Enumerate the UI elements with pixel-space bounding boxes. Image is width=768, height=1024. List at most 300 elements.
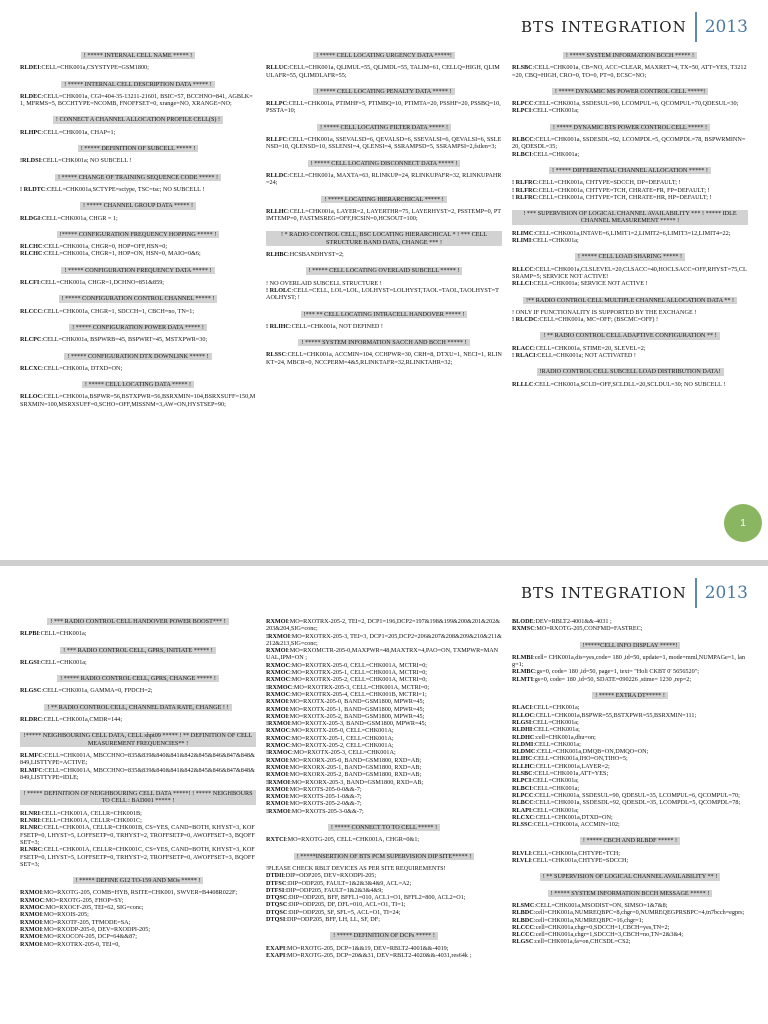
command-line bbox=[20, 186, 256, 193]
command-parameters: :MO=RXOCON-205, DCP=64&&87; bbox=[42, 933, 137, 941]
command-keyword: RLPCI bbox=[512, 107, 532, 115]
command-parameters: :CELL=CHK001a, GAMMA=0, FPDCH=2; bbox=[41, 687, 153, 695]
section-heading: ! CONNECT A CHANNEL ALLOCATION PROFILE CELL(S) ! bbox=[53, 116, 223, 123]
command-keyword: RXMOC bbox=[266, 742, 291, 750]
command-block bbox=[20, 295, 256, 315]
command-line bbox=[266, 727, 502, 734]
command-parameters: :DIP=ODP205, BFF, BFFL1=010, ACL1=O1, BFFL2=800, ACL2=O1; bbox=[287, 894, 466, 902]
command-keyword: RXMOC bbox=[266, 669, 291, 677]
command-line bbox=[20, 250, 256, 257]
command-line bbox=[20, 687, 256, 694]
command-line bbox=[512, 618, 748, 625]
command-parameters: :MO=RXORX-205-3, BAND=GSM1800, RXD=AB; bbox=[290, 778, 424, 786]
section-heading: ! ***** CONFIGURATION DTX DOWNLINK ***** ! bbox=[64, 353, 211, 360]
command-keyword: RLCCC bbox=[512, 931, 535, 939]
command-block bbox=[512, 837, 748, 864]
command-parameters: :MO=RXODP-205-0, DEV=RXODPI-205; bbox=[42, 925, 151, 933]
command-parameters: :MO=RXOTG-205, DCP=20&&31, DEV=RBLT2-4020&&-4031,res64k ; bbox=[285, 951, 472, 959]
command-parameters: :CELL=CHK001a, CHGR = 1; bbox=[40, 214, 118, 222]
command-keyword: RLSBC bbox=[512, 64, 533, 72]
section-heading: ! ***** CELL LOCATING PENALTY DATA ***** ! bbox=[313, 88, 454, 95]
section-heading: ! ***** DEFINITION OF DCPs ***** ! bbox=[330, 932, 438, 939]
command-parameters: :CELL=CHK001a, CHGR=1, SDCCH=1, CBCH=no, TN=1; bbox=[42, 307, 195, 315]
command-keyword: RLGSC bbox=[512, 938, 534, 946]
command-parameters: :CELL=CHK001a; bbox=[531, 806, 579, 814]
command-line bbox=[512, 770, 748, 777]
command-line bbox=[266, 351, 502, 366]
command-parameters: :CELL=CHK001a,DTXD=ON; bbox=[534, 813, 613, 821]
command-keyword: RLDGI bbox=[20, 214, 41, 222]
command-parameters: :CELL=CHK001a; bbox=[39, 658, 87, 666]
command-line bbox=[266, 720, 502, 727]
command-line bbox=[512, 64, 748, 79]
command-parameters: :MO=RXOTRX-205-1, CELL=CHK001A, MCTRI=0; bbox=[290, 669, 428, 677]
command-parameters: :CELL=CHK001A, CELLR=CHK001C, CS=YES, CAND=BOTH, KHYST=3, KOFFSETP=0, LHYST=5, LOFFSETP=0, TRHYST=2, TROFFSETP=0, AWOFFSET=3, BQOFFSET=3; bbox=[20, 846, 255, 868]
command-line bbox=[512, 909, 748, 916]
command-keyword: RLDMC bbox=[512, 748, 536, 756]
command-keyword: RLNRC bbox=[20, 824, 43, 832]
command-parameters: :CELL=CHK001a; bbox=[532, 726, 580, 734]
command-keyword: RLIMC bbox=[512, 229, 534, 237]
command-line bbox=[20, 889, 256, 896]
command-parameters: :CELL=CHK001a, CHTYPE=TCH, CHRATE=HR, HP=DEFAULT; ! bbox=[536, 193, 712, 201]
command-keyword: RLLHC bbox=[512, 762, 535, 770]
command-keyword: !RXMOC bbox=[266, 683, 293, 691]
command-parameters: :CELL=CHK001a, ACCMIN=102; bbox=[531, 821, 620, 829]
section-heading: ! ***** DEFINITION OF SUBCELL ***** ! bbox=[78, 145, 199, 152]
command-line bbox=[512, 785, 748, 792]
command-keyword: RXMOI bbox=[20, 925, 42, 933]
command-line bbox=[512, 230, 748, 237]
command-parameters: :CELL=CHK001a,BSPWR=55,BSTXPWR=55,BSRXMIN=111; bbox=[534, 711, 697, 719]
command-parameters: :CELL=CHK001a; bbox=[533, 740, 581, 748]
command-parameters: :cell=CHK001a,NUMREQBPC=16,chgr=1; bbox=[533, 916, 644, 924]
command-keyword: RLIMI bbox=[512, 237, 532, 245]
command-block bbox=[266, 618, 502, 815]
command-keyword: RLVLI bbox=[512, 857, 532, 865]
command-line bbox=[20, 64, 256, 71]
command-parameters: :MO=RXORX-205-0, BAND=GSM1800, RXD=AB; bbox=[288, 756, 422, 764]
command-line bbox=[266, 684, 502, 691]
slide-header bbox=[521, 12, 748, 42]
command-line bbox=[266, 100, 502, 115]
command-parameters: ! ONLY IF FUNCTIONALITY IS SUPPORTED BY THE EXCHANGE ! bbox=[512, 308, 697, 316]
command-keyword: RLCHC bbox=[20, 243, 43, 251]
command-keyword: EXAPI bbox=[266, 944, 286, 952]
command-parameters: :CELL=CHK001a,DMQB=ON,DMQO=ON; bbox=[535, 748, 649, 756]
command-parameters: :CELL=CHK001a, CHAP=1; bbox=[41, 128, 116, 136]
command-parameters: :MO=RXORX-205-1, BAND=GSM1800, RXD=AB; bbox=[288, 763, 422, 771]
command-keyword: RLLOC bbox=[512, 711, 535, 719]
command-parameters: :DEV=RBLT2-4001&&-4031 ; bbox=[533, 618, 612, 625]
command-parameters: ! NO OVERLAID SUBCELL STRUCTURE ! bbox=[266, 279, 382, 287]
command-line bbox=[20, 933, 256, 940]
command-line bbox=[266, 698, 502, 705]
command-parameters: :CELL=CHK001a, SSEVALSD=6, QEVALSD=6, SSEVALSI=6, QEVALSI=6, SSLENSD=10, QLENSD=10, SSLENSI=4, QLENSI=4, SSRAMPSD=5, SSRAMPSI=2,fstlen=3; bbox=[266, 136, 502, 151]
command-line bbox=[266, 901, 502, 908]
command-line bbox=[512, 712, 748, 719]
command-keyword: RXMOC bbox=[266, 727, 291, 735]
section-heading: ! ***** INTERNAL CELL DESCRIPTION DATA ***** ! bbox=[61, 81, 215, 88]
command-block bbox=[20, 81, 256, 108]
command-block bbox=[266, 88, 502, 115]
command-line bbox=[266, 808, 502, 815]
command-keyword: RLLOC bbox=[20, 393, 43, 401]
command-parameters: :CELL=CHK001a, MC=OFF; (BSCMC=OFF) ! bbox=[537, 316, 659, 324]
command-block bbox=[512, 167, 748, 201]
command-parameters: :CELL=CHK001a; bbox=[531, 718, 579, 726]
command-parameters: :CELL=CHK001a,CLSLEVEL=20,CLSACC=40,HOCLSACC=OFF,RHYST=75,CLSRAMP=5; SERVICE NOT ACTIVE! bbox=[512, 265, 747, 280]
section-heading: !** RADIO CONTROL CELL MULTIPLE CHANNEL ALLOCATION DATA ** ! bbox=[523, 297, 737, 304]
command-parameters: :CELL=CHK001a, BSPWRB=45, BSPWRT=45, MSTXPWR=30; bbox=[41, 336, 208, 344]
command-keyword: RLMFC bbox=[20, 751, 43, 759]
command-block bbox=[512, 890, 748, 946]
command-line bbox=[20, 129, 256, 136]
command-line bbox=[266, 945, 502, 952]
command-parameters: :MO=RXOTX-205-2, BAND=GSM1800, MPWR=45; bbox=[288, 712, 425, 720]
command-line bbox=[512, 850, 748, 857]
command-parameters: :CELL=CHK001a, STIME=20, SLEVEL=2; bbox=[534, 344, 646, 352]
command-line bbox=[20, 752, 256, 767]
command-block bbox=[20, 231, 256, 258]
command-line bbox=[20, 659, 256, 666]
section-heading: ! ***** SYSTEM INFORMATION BCCH ***** ! bbox=[563, 52, 697, 59]
command-parameters: :DIP=ODP205, DEV=RXODPI-205; bbox=[283, 872, 377, 880]
command-keyword: RLHBC bbox=[266, 251, 289, 259]
section-heading: !***** CONFIGURATION FREQUENCY HOPPING ***** ! bbox=[57, 231, 220, 238]
command-keyword: RLBDC bbox=[512, 909, 534, 917]
section-heading: ! ***** CONFIGURATION POWER DATA ***** ! bbox=[69, 324, 207, 331]
command-keyword: DTQSI bbox=[266, 915, 286, 923]
command-keyword: BLODE bbox=[512, 618, 534, 625]
command-block bbox=[266, 160, 502, 187]
command-parameters: :MO=RXOIS-205; bbox=[42, 911, 89, 919]
command-line bbox=[266, 894, 502, 901]
command-keyword: RLDEC bbox=[20, 92, 42, 100]
command-line bbox=[512, 931, 748, 938]
command-line bbox=[20, 897, 256, 904]
command-line bbox=[512, 179, 748, 186]
command-keyword: RLPCI bbox=[512, 777, 532, 785]
command-keyword: RLCFI bbox=[20, 279, 40, 287]
command-keyword: RXMOI bbox=[20, 911, 42, 919]
command-keyword: RLMBC bbox=[512, 668, 536, 676]
command-keyword: RLSMC bbox=[512, 901, 535, 909]
command-keyword: RXTCI bbox=[266, 836, 286, 844]
command-line bbox=[266, 793, 502, 800]
command-keyword: ! RLOLC bbox=[266, 286, 292, 294]
command-parameters: :MO=RXOTX-205-1, BAND=GSM1800, MPWR=45; bbox=[288, 705, 425, 713]
command-line bbox=[266, 909, 502, 916]
command-keyword: RXMOI bbox=[266, 785, 288, 793]
command-parameters: :CELL=CHK001a, CB=NO, ACC=CLEAR, MAXRET=4, TX=50, ATT=YES, T3212=20, CBQ=HIGH, CRO=0, TO=0, PT=0, ECSC=NO; bbox=[512, 64, 747, 79]
section-heading: ! *** RADIO CONTROL CELL HANDOVER POWER BOOST*** ! bbox=[47, 618, 229, 625]
section-heading: ! ***** CONFIGURATION CONTROL CHANNEL ***** ! bbox=[59, 295, 218, 302]
command-parameters: :CELL=CHK001a; NO SUBCELL ! bbox=[40, 157, 132, 165]
command-parameters: :CELL=CHK001a,CMDR=144; bbox=[42, 716, 123, 724]
command-keyword: RLPCC bbox=[512, 791, 534, 799]
command-line bbox=[20, 716, 256, 723]
section-heading: ! ***** CELL LOCATING URGENCY DATA *****! bbox=[313, 52, 455, 59]
command-keyword: RLLPC bbox=[266, 100, 287, 108]
command-keyword: RLLCC bbox=[512, 265, 534, 273]
command-line bbox=[512, 734, 748, 741]
command-keyword: RXMOI bbox=[266, 618, 288, 625]
command-parameters: :CELL=CHK001a, CHGR=1,DCHNO=851&859; bbox=[39, 279, 165, 287]
command-block bbox=[266, 52, 502, 79]
command-keyword: ! RLIHC bbox=[266, 322, 290, 330]
command-parameters: :CELL=CHK001A, CELLR=CHK001B; bbox=[39, 809, 142, 817]
command-keyword: RLSSC bbox=[266, 351, 286, 359]
command-line bbox=[20, 93, 256, 108]
command-parameters: :CELL=CHK001a; bbox=[531, 150, 580, 158]
command-line bbox=[20, 393, 256, 408]
command-line bbox=[512, 821, 748, 828]
command-line bbox=[266, 757, 502, 764]
command-line bbox=[512, 917, 748, 924]
command-line bbox=[266, 836, 502, 843]
command-keyword: RLMFC bbox=[20, 766, 43, 774]
section-heading: ! ***** DYNAMIC MS POWER CONTROL CELL *****! bbox=[552, 88, 708, 95]
command-keyword: RXMOC bbox=[20, 904, 45, 912]
command-line bbox=[512, 352, 748, 359]
section-heading: ! ** RADIO CONTROL CELL ADAPTIVE CONFIGURATION ** ! bbox=[540, 332, 719, 339]
command-line bbox=[512, 316, 748, 323]
command-keyword: RXMOI bbox=[266, 712, 288, 720]
command-keyword: RXMOC bbox=[266, 661, 291, 669]
command-parameters: :CELL=CHK001A, MBCCHNO=835&839&840&841&842&845&846&847&848&849,LISTTYPE=ACTIVE; bbox=[20, 751, 255, 767]
command-keyword: RLBCC bbox=[512, 136, 534, 144]
command-block bbox=[20, 647, 256, 667]
command-line bbox=[512, 625, 748, 632]
column-1 bbox=[20, 618, 256, 1020]
command-keyword: RLMTI bbox=[512, 675, 533, 683]
command-keyword: !RXMOI bbox=[266, 720, 291, 728]
command-keyword: RXMSC bbox=[512, 625, 535, 633]
command-keyword: RLBDC bbox=[512, 916, 534, 924]
command-block bbox=[512, 642, 748, 683]
command-keyword: RLGSI bbox=[20, 658, 40, 666]
command-line bbox=[266, 786, 502, 793]
section-heading: ! *** RADIO CONTROL CELL, GPRS, INITIATE ***** ! bbox=[60, 647, 216, 654]
command-parameters: :CELL=CHK001a; bbox=[531, 107, 579, 115]
command-block bbox=[20, 704, 256, 724]
section-heading: !*****CELL INFO DISPLAY *****! bbox=[580, 642, 681, 649]
command-line bbox=[20, 941, 256, 948]
command-keyword: RXMOI bbox=[266, 705, 288, 713]
command-parameters: :CELL=CHK001a, NOT DEFINED ! bbox=[289, 322, 383, 330]
command-parameters: :gs=0, code= 180 ,id=50, SDATE=090226 ,stime= 1230 ,rep=2; bbox=[532, 675, 692, 683]
slide-2 bbox=[0, 566, 768, 1024]
command-keyword: RXMOC bbox=[266, 676, 291, 684]
command-keyword: RLLCI bbox=[512, 280, 532, 288]
command-line bbox=[266, 880, 502, 887]
command-line bbox=[266, 764, 502, 771]
command-line bbox=[512, 309, 748, 316]
section-heading: ! *** SUPERVISION OF LOGICAL CHANNEL AVAILABILITY *** ! ***** IDLE CHANNEL MEASUREMENT ***** ! bbox=[512, 210, 748, 225]
command-line bbox=[266, 251, 502, 258]
command-block bbox=[20, 381, 256, 408]
command-keyword: RXMOI bbox=[266, 647, 288, 655]
command-parameters: :MO=RXOTG-205, DCP=1&&19, DEV=RBLT2-4001&&-4019; bbox=[285, 944, 449, 952]
column-1 bbox=[20, 52, 256, 556]
command-line bbox=[266, 735, 502, 742]
command-parameters: :CELL=CHK001a, CHTYPE=SDCCH, DP=DEFAULT; ! bbox=[536, 179, 681, 187]
section-heading: ! ***** LOCATING HIERARCHICAL ***** ! bbox=[321, 196, 447, 203]
command-block bbox=[20, 877, 256, 948]
command-parameters: :CELL=CHK001a, SSDESUL=90, QDESUL=35, LCOMPUL=6, QCOMPUL=70; bbox=[533, 791, 740, 799]
command-parameters: :MO=RXOTX-205-0, BAND=GSM1800, MPWR=45; bbox=[288, 698, 425, 706]
command-line bbox=[20, 810, 256, 817]
header-title: BTS INTEGRATION bbox=[521, 18, 687, 36]
command-keyword: EXAPI bbox=[266, 951, 286, 959]
command-keyword: RLBCI bbox=[512, 150, 532, 158]
command-keyword: RLACC bbox=[512, 344, 535, 352]
command-keyword: RLIHC bbox=[512, 755, 533, 763]
command-keyword: RLPCC bbox=[512, 100, 534, 108]
command-line bbox=[512, 741, 748, 748]
command-parameters: :cell=CHK001a,chgr=0,SDCCH=1,CBCH=yes,TN=2; bbox=[534, 923, 670, 931]
command-line bbox=[266, 676, 502, 683]
command-line bbox=[20, 919, 256, 926]
command-line bbox=[512, 857, 748, 864]
command-parameters: :MO=RXOTG-205,CONFMD=FASTREC; bbox=[534, 625, 643, 633]
command-block bbox=[20, 353, 256, 373]
command-keyword: RLNRI bbox=[20, 809, 40, 817]
command-line bbox=[512, 719, 748, 726]
slide-body bbox=[20, 52, 748, 556]
command-parameters: :CELL=CHK001a; bbox=[38, 630, 87, 638]
command-line bbox=[266, 742, 502, 749]
command-line bbox=[266, 633, 502, 648]
command-parameters: :DIP=ODP205, DF, DFL=010, ACL=O1, TI=1; bbox=[287, 901, 406, 909]
command-parameters: :MO=RXOTX-205-3, BAND=GSM1800, MPWR=45; bbox=[290, 720, 427, 728]
section-heading: ! ***** RADIO CONTROL CELL, GPRS, CHANGE ***** ! bbox=[57, 675, 219, 682]
command-parameters: :CELL=CHK001a; SERVICE NOT ACTIVE ! bbox=[531, 280, 648, 288]
command-keyword: RXMOI bbox=[20, 940, 42, 948]
command-parameters: :CELL=CHK001a, CHTYPE=TCH, CHRATE=FR, FP=DEFAULT; ! bbox=[536, 186, 710, 194]
command-block bbox=[20, 174, 256, 194]
command-keyword: RLBCI bbox=[512, 784, 532, 792]
command-parameters: :MO=RXOTG-205, FHOP=SY; bbox=[44, 896, 124, 904]
command-parameters: :CELL=CHK001a,LAYER=2; bbox=[534, 762, 610, 770]
section-heading: ! ***** CBCH AND RLBDF ***** ! bbox=[580, 837, 680, 844]
command-keyword: DTQSC bbox=[266, 894, 288, 902]
command-parameters: :cell=CHK001a,chgr=1,SDCCH=3,CBCH=no,TN=2&3&4; bbox=[534, 931, 684, 939]
command-parameters: :CELL=CHK001a, SSDESUL=90, LCOMPUL=6, QCOMPUL=70,QDESUL=30; bbox=[533, 100, 739, 108]
command-keyword: DTDII bbox=[266, 872, 284, 880]
command-line bbox=[512, 676, 748, 683]
command-parameters: :MO=RXOTRX-205-2, TEI=2, DCP1=196,DCP2=197&198&199&200&201&202&203&204,SIG=conc; bbox=[266, 618, 501, 633]
section-heading: ! ***** CELL LOCATING FILTER DATA ***** ! bbox=[317, 124, 451, 131]
section-heading: ! ***** CONFIGURATION FREQUENCY DATA ***** ! bbox=[61, 267, 214, 274]
command-keyword: !RXMOI bbox=[266, 632, 291, 640]
command-parameters: :MO=RXOTRX-205-0, TEI=0, bbox=[42, 940, 120, 948]
command-line bbox=[512, 107, 748, 114]
section-heading: ! *****INSERTION OF BTS PCM SUPERVISION DIP SITE***** ! bbox=[294, 853, 475, 860]
command-line bbox=[266, 872, 502, 879]
command-line bbox=[266, 647, 502, 662]
command-line bbox=[512, 755, 748, 762]
command-block bbox=[266, 932, 502, 959]
command-line bbox=[512, 100, 748, 107]
command-parameters: :CELL=CHK001A, CELLR=CHK001B, CS=YES, CAND=BOTH, KHYST=3, KOFFSETP=0, LHYST=5, LOFFSETP=0, TRHYST=2, TROFFSETP=0, AWOFFSET=3, BQOFFSET=3; bbox=[20, 824, 255, 846]
command-parameters: :CELL=CHK001a, SSDESDL=92, QDESDL=35, LCOMPDL=5, QCOMPDL=78; bbox=[533, 799, 741, 807]
section-heading: ! ***** DIFFERENTIAL CHANNEL ALLOCATION ***** ! bbox=[549, 167, 711, 174]
section-heading: ! * RADIO CONTROL CELL, BSC LOCATING HIERARCHICAL * ! *** CELL STRUCTURE BAND DATA, CHANGE *** ! bbox=[266, 231, 502, 246]
command-keyword: DTQSC bbox=[266, 908, 288, 916]
command-parameters: :DIP=ODP205, FAULT=1&2&3&4&9; bbox=[284, 886, 384, 894]
command-block bbox=[266, 267, 502, 301]
command-block bbox=[20, 116, 256, 136]
command-line bbox=[266, 323, 502, 330]
command-keyword: RLSSC bbox=[512, 821, 532, 829]
command-parameters: :MO=RXOTX-205-2, CELL=CHK001A; bbox=[290, 742, 394, 750]
command-line bbox=[266, 865, 502, 872]
command-parameters: :CELL=CHK001a, SSDESDL=92, LCOMPDL=5, QCOMPDL=78, BSPWRMINN=20, QDESDL=35; bbox=[512, 136, 746, 151]
command-block bbox=[20, 618, 256, 638]
command-parameters: :DIP=ODP205, BFF, LH, LL, SF, DF; bbox=[285, 915, 380, 923]
command-line bbox=[266, 136, 502, 151]
command-line bbox=[266, 662, 502, 669]
command-parameters: :cell=CHK001a,fa=on,CHCSDL=CS2; bbox=[533, 938, 631, 946]
command-parameters: :MO=RXOCF-205, TEI=62, SIG=conc; bbox=[44, 904, 144, 912]
command-line bbox=[512, 777, 748, 784]
command-keyword: !RXMOI bbox=[266, 778, 291, 786]
command-line bbox=[512, 345, 748, 352]
command-block bbox=[266, 196, 502, 223]
command-line bbox=[266, 172, 502, 187]
section-heading: !***** NEIGHBOURING CELL DATA, CELL shpt09 ***** ! ** DEFINITION OF CELL MEASUREMENT FREQUENCIES** ! bbox=[20, 732, 256, 747]
command-keyword: RLCCC bbox=[512, 923, 535, 931]
command-block bbox=[512, 210, 748, 244]
command-line bbox=[20, 911, 256, 918]
command-line bbox=[266, 669, 502, 676]
header-title: BTS INTEGRATION bbox=[521, 584, 687, 602]
command-keyword: DTFSI bbox=[266, 886, 285, 894]
section-heading: ! ***** INTERNAL CELL NAME ***** ! bbox=[81, 52, 196, 59]
section-heading: ! ***** CELL LOAD SHARING ***** ! bbox=[575, 253, 685, 260]
command-line bbox=[512, 266, 748, 281]
command-keyword: ! RLFRC bbox=[512, 186, 537, 194]
command-line bbox=[20, 904, 256, 911]
command-line bbox=[266, 771, 502, 778]
command-line bbox=[512, 654, 748, 669]
command-parameters: :CELL=CHK001a, ACCMIN=104, CCHPWR=30, CRH=8, DTXU=1, NECI=1, RLINKT=24, MBCR=0, NCCPERM=4&5,RLINKTAFR=32,RLINKTAHR=32; bbox=[266, 351, 502, 366]
command-keyword: RLMBI bbox=[512, 653, 533, 661]
command-block bbox=[512, 297, 748, 324]
command-parameters: :CELL=CHK001a,MSODIST=ON, SIMSO=1&7&8; bbox=[534, 901, 668, 909]
column-2 bbox=[266, 618, 502, 1020]
command-parameters: :CELL=CHK001a,ATT=YES; bbox=[532, 770, 609, 778]
command-block bbox=[20, 145, 256, 165]
command-block bbox=[266, 231, 502, 258]
command-keyword: RLDEI bbox=[20, 64, 40, 72]
command-parameters: :CELL=CHK001a, DTXD=ON; bbox=[42, 364, 123, 372]
command-parameters: :CELL=CHK001a, MAXTA=63, RLINKUP=24, RLINKUPAFR=32, RLINKUPAHR=24; bbox=[266, 171, 502, 187]
command-block bbox=[512, 88, 748, 115]
section-heading: ! ***** CHANNEL GROUP DATA ***** ! bbox=[80, 202, 196, 209]
command-line bbox=[20, 824, 256, 846]
command-keyword: RLLLC bbox=[512, 380, 534, 388]
command-keyword: RLVLI bbox=[512, 849, 532, 857]
command-keyword: DTQSC bbox=[266, 901, 288, 909]
command-parameters: :CELL=CHK001a,CHTYPE=TCH; bbox=[531, 849, 620, 857]
command-line bbox=[512, 924, 748, 931]
section-heading: ! ***** CONNECT TO TO CELL ***** ! bbox=[328, 824, 440, 831]
command-line bbox=[266, 618, 502, 633]
command-line bbox=[20, 365, 256, 372]
